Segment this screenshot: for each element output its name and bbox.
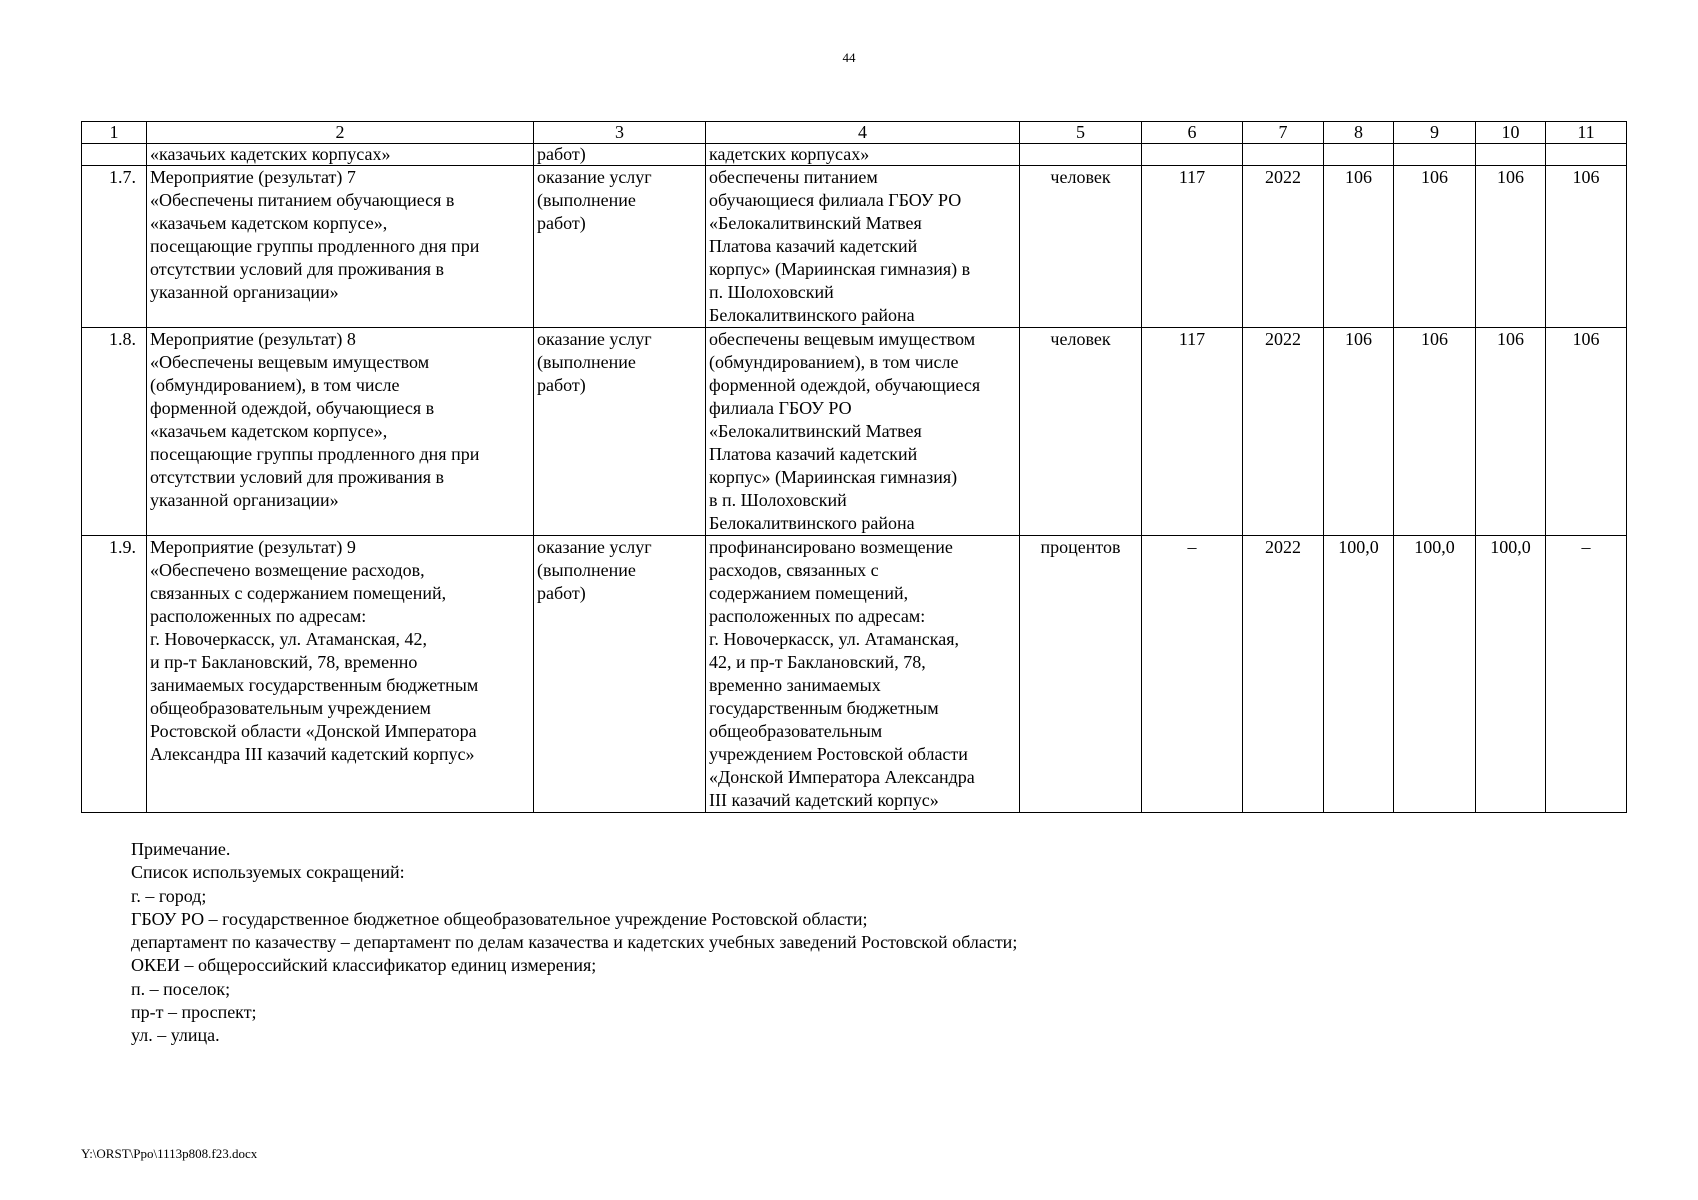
notes-section	[131, 838, 1017, 1048]
header-cell: 10	[1476, 122, 1546, 144]
cell-description: обеспечены питанием обучающиеся филиала ГБОУ РО «Белокалитвинский Матвея Платова казачий кадетский корпус» (Мариинская гимназия) в п. Шолоховский Белокалитвинского района	[706, 166, 1020, 328]
cell-v10	[1476, 144, 1546, 166]
cell-num	[82, 144, 147, 166]
header-cell: 5	[1020, 122, 1142, 144]
table-header-row	[82, 122, 1627, 144]
cell-v9: 106	[1394, 166, 1476, 328]
cell-v11	[1546, 144, 1627, 166]
header-cell: 7	[1243, 122, 1324, 144]
cell-v11: –	[1546, 536, 1627, 813]
cell-type: оказание услуг (выполнение работ)	[534, 328, 706, 536]
cell-base-year: 2022	[1243, 536, 1324, 813]
cell-base-value: 117	[1142, 328, 1243, 536]
cell-unit: процентов	[1020, 536, 1142, 813]
cell-type: оказание услуг (выполнение работ)	[534, 166, 706, 328]
header-cell: 2	[147, 122, 534, 144]
abbreviation-item: г. – город;	[131, 885, 207, 906]
cell-base-year: 2022	[1243, 328, 1324, 536]
cell-description: обеспечены вещевым имуществом (обмундированием), в том числе форменной одеждой, обучающиеся филиала ГБОУ РО «Белокалитвинский Матвея Платова казачий кадетский корпус» (Мариинская гимназия) в п. Шолоховский Белокалитвинского района	[706, 328, 1020, 536]
cell-v11: 106	[1546, 166, 1627, 328]
cell-description: профинансировано возмещение расходов, связанных с содержанием помещений, расположенных по адресам: г. Новочеркасск, ул. Атаманская, 42, и пр-т Баклановский, 78, временно занимаемых государственным бюджетным общеобразовательным учреждением Ростовской области «Донской Императора Александра III казачий кадетский корпус»	[706, 536, 1020, 813]
cell-num: 1.8.	[82, 328, 147, 536]
cell-event: Мероприятие (результат) 8 «Обеспечены вещевым имуществом (обмундированием), в том числе форменной одеждой, обучающиеся в «казачьем кадетском корпусе», посещающие группы продленного дня при отсутствии условий для проживания в указанной организации»	[147, 328, 534, 536]
cell-base-value: 117	[1142, 166, 1243, 328]
cell-v11: 106	[1546, 328, 1627, 536]
cell-v8: 106	[1324, 328, 1394, 536]
header-cell: 4	[706, 122, 1020, 144]
activities-table	[81, 121, 1627, 813]
file-path-footer: Y:\ORST\Ppo\1113p808.f23.docx	[81, 1146, 258, 1161]
cell-unit	[1020, 144, 1142, 166]
cell-v10: 106	[1476, 166, 1546, 328]
abbreviation-item: ГБОУ РО – государственное бюджетное общеобразовательное учреждение Ростовской области;	[131, 908, 868, 929]
notes-title: Примечание.	[131, 839, 231, 859]
cell-v8: 100,0	[1324, 536, 1394, 813]
page-number: 44	[842, 50, 856, 65]
abbreviation-item: п. – поселок;	[131, 978, 231, 999]
cell-v10: 100,0	[1476, 536, 1546, 813]
abbreviation-item: департамент по казачеству – департамент по делам казачества и кадетских учебных заведений Ростовской области;	[131, 932, 1018, 953]
continuation-row	[82, 144, 1627, 166]
cell-v9: 106	[1394, 328, 1476, 536]
cell-base-value: –	[1142, 536, 1243, 813]
cell-v9	[1394, 144, 1476, 166]
cell-v8	[1324, 144, 1394, 166]
abbreviation-item: пр-т – проспект;	[131, 1002, 257, 1023]
header-cell: 9	[1394, 122, 1476, 144]
abbreviation-item: ул. – улица.	[131, 1025, 220, 1046]
cell-num: 1.7.	[82, 166, 147, 328]
cell-num: 1.9.	[82, 536, 147, 813]
table-row	[82, 166, 1627, 328]
abbreviations-title: Список используемых сокращений:	[131, 862, 405, 883]
table-row	[82, 328, 1627, 536]
abbreviation-item: ОКЕИ – общероссийский классификатор единиц измерения;	[131, 955, 597, 976]
header-cell: 11	[1546, 122, 1627, 144]
cell-v8: 106	[1324, 166, 1394, 328]
cell-base-year: 2022	[1243, 166, 1324, 328]
cell-type: работ)	[534, 144, 706, 166]
header-cell: 6	[1142, 122, 1243, 144]
cell-unit: человек	[1020, 328, 1142, 536]
table-row	[82, 536, 1627, 813]
cell-base-value	[1142, 144, 1243, 166]
cell-event: Мероприятие (результат) 7 «Обеспечены питанием обучающиеся в «казачьем кадетском корпусе», посещающие группы продленного дня при отсутствии условий для проживания в указанной организации»	[147, 166, 534, 328]
cell-v9: 100,0	[1394, 536, 1476, 813]
cell-base-year	[1243, 144, 1324, 166]
header-cell: 3	[534, 122, 706, 144]
header-cell: 8	[1324, 122, 1394, 144]
cell-description: кадетских корпусах»	[706, 144, 1020, 166]
header-cell: 1	[82, 122, 147, 144]
cell-unit: человек	[1020, 166, 1142, 328]
cell-type: оказание услуг (выполнение работ)	[534, 536, 706, 813]
cell-event: «казачьих кадетских корпусах»	[147, 144, 534, 166]
cell-event: Мероприятие (результат) 9 «Обеспечено возмещение расходов, связанных с содержанием помещений, расположенных по адресам: г. Новочеркасск, ул. Атаманская, 42, и пр-т Баклановский, 78, временно занимаемых государственным бюджетным общеобразовательным учреждением Ростовской области «Донской Императора Александра III казачий кадетский корпус»	[147, 536, 534, 813]
cell-v10: 106	[1476, 328, 1546, 536]
